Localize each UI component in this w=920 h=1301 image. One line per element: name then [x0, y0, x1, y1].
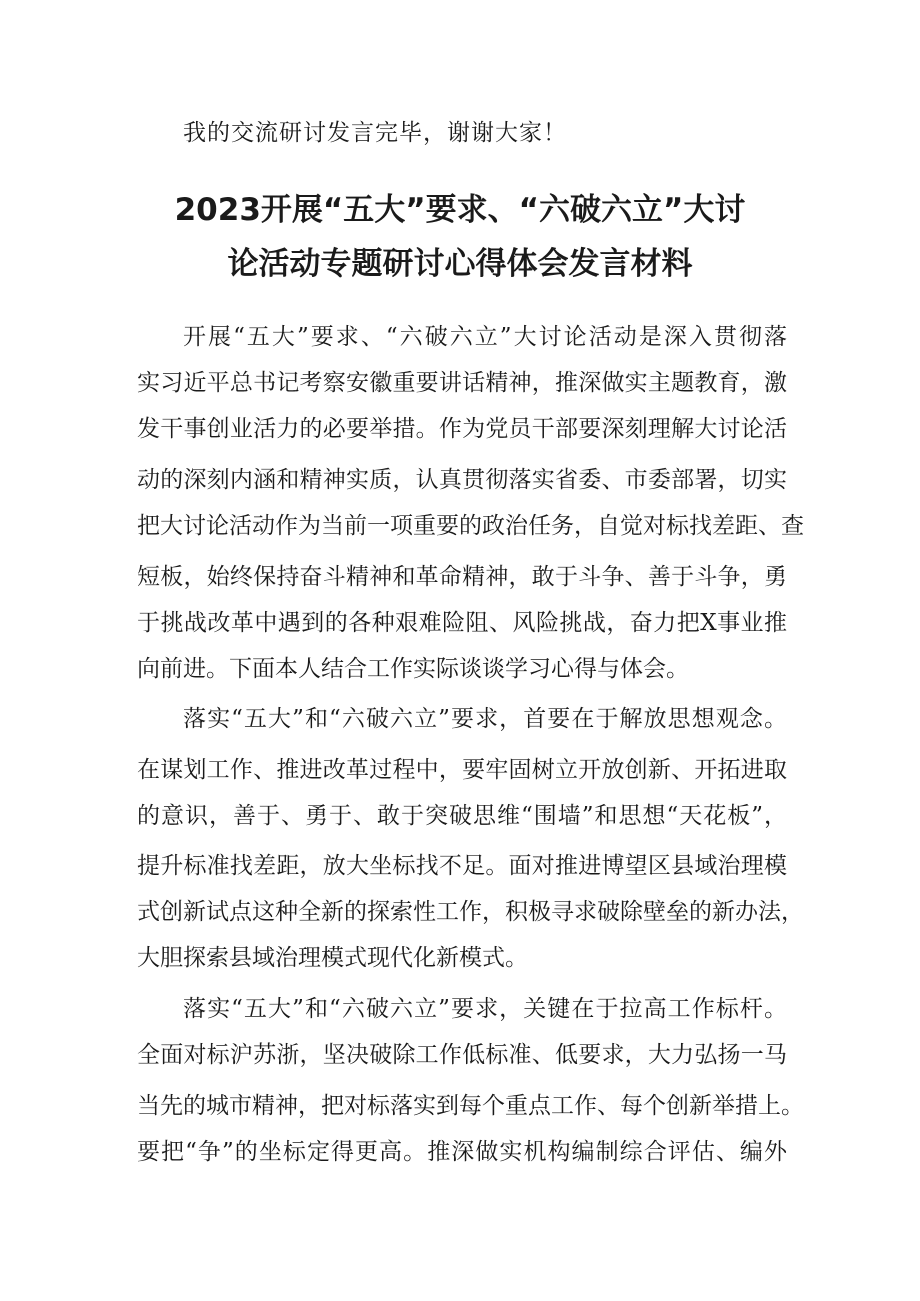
paragraph-line: 大胆探索县域治理模式现代化新模式。: [137, 945, 528, 971]
paragraph-line: 实习近平总书记考察安徽重要讲话精神，推深做实主题教育，激: [137, 370, 787, 396]
paragraph-line: 式创新试点这种全新的探索性工作，积极寻求破除壁垒的新办法，: [137, 899, 804, 925]
document-title-line-1: 2023开展“五大”要求、“六破六立”大讨: [174, 192, 746, 228]
paragraph-line: 把大讨论活动作为当前一项重要的政治任务，自觉对标找差距、查: [137, 513, 804, 539]
paragraph-line: 的意识，善于、勇于、敢于突破思维“围墙”和思想“天花板”，: [137, 803, 787, 829]
paragraph-line: 开展“五大”要求、“六破六立”大讨论活动是深入贯彻落: [183, 324, 787, 350]
paragraph-line: 要把“争”的坐标定得更高。推深做实机构编制综合评估、编外: [137, 1139, 787, 1165]
paragraph-line: 当先的城市精神，把对标落实到每个重点工作、每个创新举措上。: [137, 1093, 804, 1119]
paragraph-line: 全面对标沪苏浙，坚决破除工作低标准、低要求，大力弘扬一马: [137, 1042, 787, 1068]
paragraph-line: 于挑战改革中遇到的各种艰难险阻、风险挑战，奋力把X事业推: [137, 610, 787, 636]
closing-remark: 我的交流研讨发言完毕，谢谢大家！: [183, 120, 567, 146]
paragraph-line: 落实“五大”和“六破六立”要求，首要在于解放思想观念。: [183, 706, 787, 732]
paragraph-line: 动的深刻内涵和精神实质，认真贯彻落实省委、市委部署，切实: [137, 467, 787, 493]
document-title-line-2: 论活动专题研讨心得体会发言材料: [227, 246, 693, 282]
paragraph-line: 发干事创业活力的必要举措。作为党员干部要深刻理解大讨论活: [137, 416, 787, 442]
paragraph-line: 在谋划工作、推进改革过程中，要牢固树立开放创新、开拓进取: [137, 757, 787, 783]
paragraph-line: 落实“五大”和“六破六立”要求，关键在于拉高工作标杆。: [183, 996, 787, 1022]
paragraph-line: 提升标准找差距，放大坐标找不足。面对推进博望区县域治理模: [137, 853, 787, 879]
paragraph-line: 短板，始终保持奋斗精神和革命精神，敢于斗争、善于斗争，勇: [137, 564, 787, 590]
paragraph-line: 向前进。下面本人结合工作实际谈谈学习心得与体会。: [137, 656, 689, 682]
